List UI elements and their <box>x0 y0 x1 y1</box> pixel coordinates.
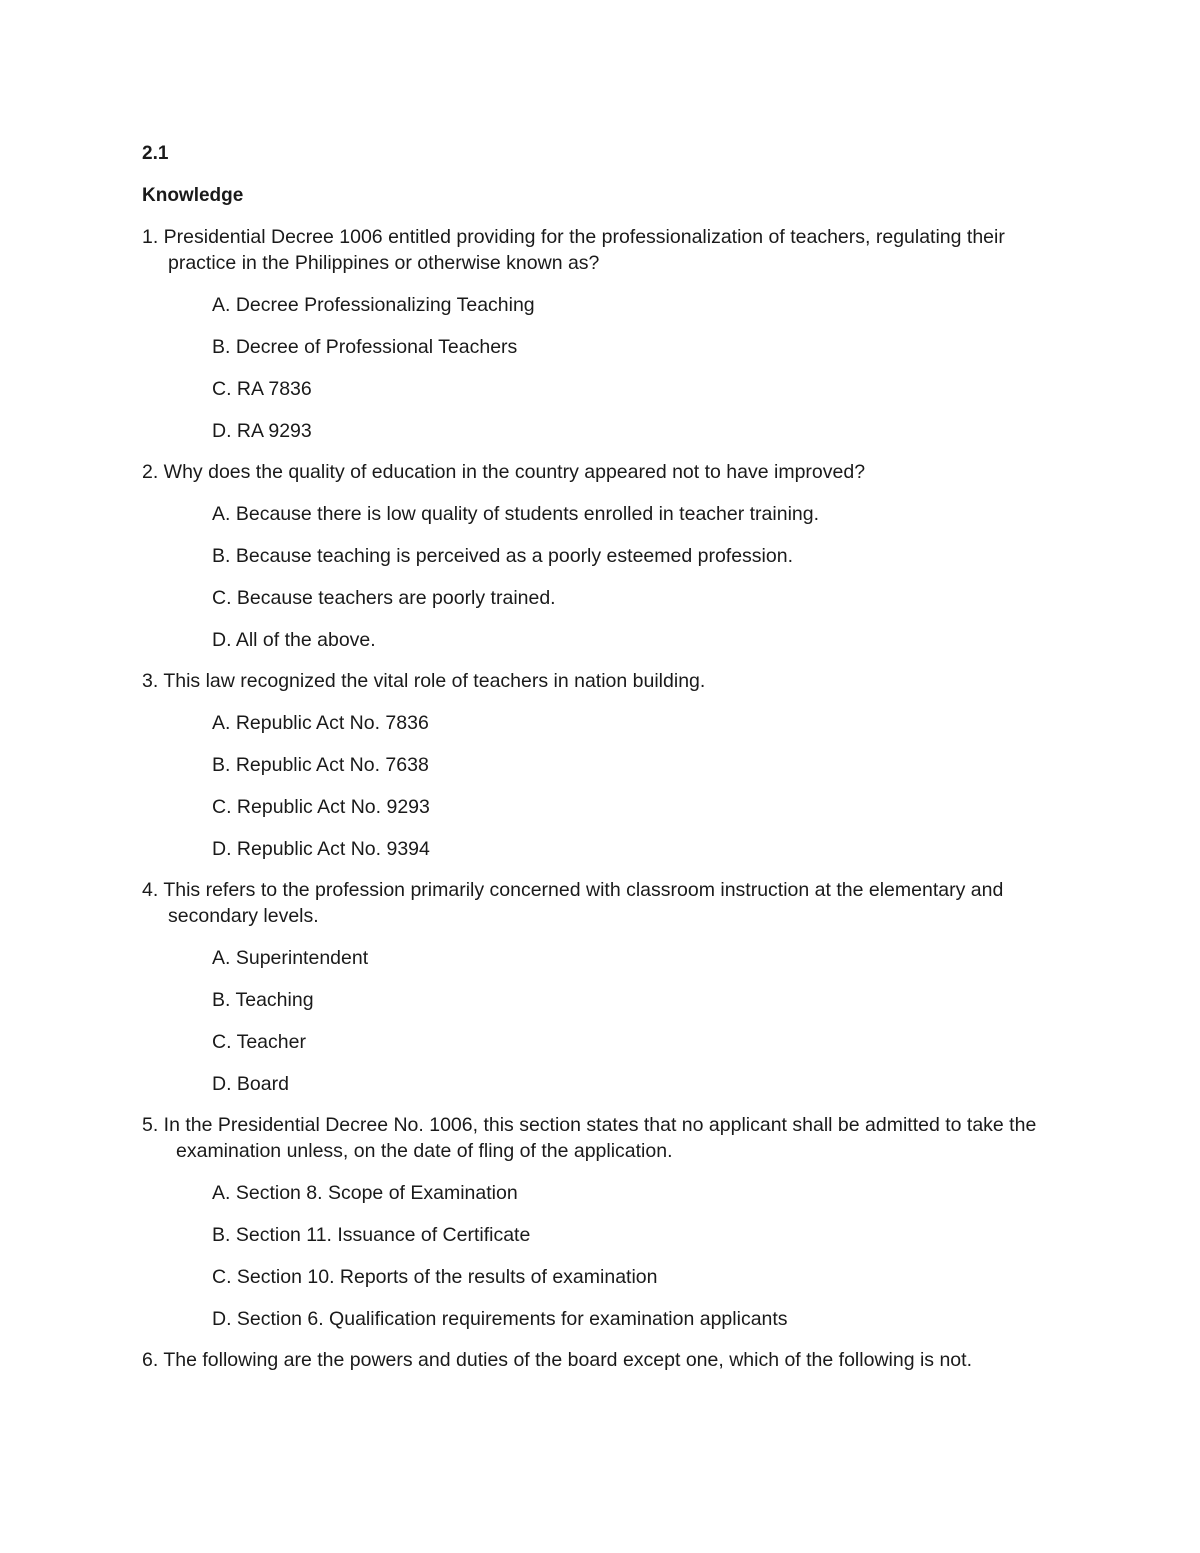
question-2-option-b: B. Because teaching is perceived as a poorly esteemed profession. <box>212 545 794 567</box>
question-1 <box>142 224 1060 444</box>
question-5-option-c: C. Section 10. Reports of the results of examination <box>212 1266 658 1288</box>
question-4-option-a: A. Superintendent <box>212 947 369 969</box>
question-2-option-a: A. Because there is low quality of students enrolled in teacher training. <box>212 503 820 525</box>
question-5 <box>142 1112 1060 1332</box>
question-3-option-b: B. Republic Act No. 7638 <box>212 754 429 776</box>
section-number: 2.1 <box>142 143 169 164</box>
question-4-text: 4. This refers to the profession primarily concerned with classroom instruction at the elementary and secondary levels. <box>142 879 1004 927</box>
question-6-text: 6. The following are the powers and duties of the board except one, which of the following is not. <box>142 1349 972 1371</box>
question-2-options <box>142 501 1060 653</box>
section-title: Knowledge <box>142 185 244 206</box>
document-content <box>142 141 1060 1373</box>
question-5-options <box>142 1180 1060 1332</box>
question-4-option-c: C. Teacher <box>212 1031 306 1053</box>
question-1-option-d: D. RA 9293 <box>212 420 312 442</box>
question-2 <box>142 459 1060 653</box>
question-4-option-b: B. Teaching <box>212 989 314 1011</box>
question-2-text: 2. Why does the quality of education in the country appeared not to have improved? <box>142 461 866 483</box>
question-4-option-d: D. Board <box>212 1073 289 1095</box>
question-1-option-a: A. Decree Professionalizing Teaching <box>212 294 535 316</box>
question-1-text: 1. Presidential Decree 1006 entitled providing for the professionalization of teachers, regulating their practice in the Philippines or otherwise known as? <box>142 226 1005 274</box>
question-5-text: 5. In the Presidential Decree No. 1006, this section states that no applicant shall be admitted to take the examination unless, on the date of fling of the application. <box>142 1114 1037 1162</box>
question-4-options <box>142 945 1060 1097</box>
question-1-option-c: C. RA 7836 <box>212 378 312 400</box>
question-3 <box>142 668 1060 862</box>
question-6 <box>142 1347 1060 1373</box>
question-2-option-d: D. All of the above. <box>212 629 376 651</box>
question-3-option-c: C. Republic Act No. 9293 <box>212 796 430 818</box>
question-3-option-a: A. Republic Act No. 7836 <box>212 712 429 734</box>
question-2-option-c: C. Because teachers are poorly trained. <box>212 587 556 609</box>
question-3-text: 3. This law recognized the vital role of teachers in nation building. <box>142 670 706 692</box>
question-3-options <box>142 710 1060 862</box>
question-3-option-d: D. Republic Act No. 9394 <box>212 838 430 860</box>
question-1-option-b: B. Decree of Professional Teachers <box>212 336 518 358</box>
question-4 <box>142 877 1060 1097</box>
question-5-option-b: B. Section 11. Issuance of Certificate <box>212 1224 531 1246</box>
question-1-options <box>142 292 1060 444</box>
question-5-option-d: D. Section 6. Qualification requirements for examination applicants <box>212 1308 788 1330</box>
question-5-option-a: A. Section 8. Scope of Examination <box>212 1182 518 1204</box>
